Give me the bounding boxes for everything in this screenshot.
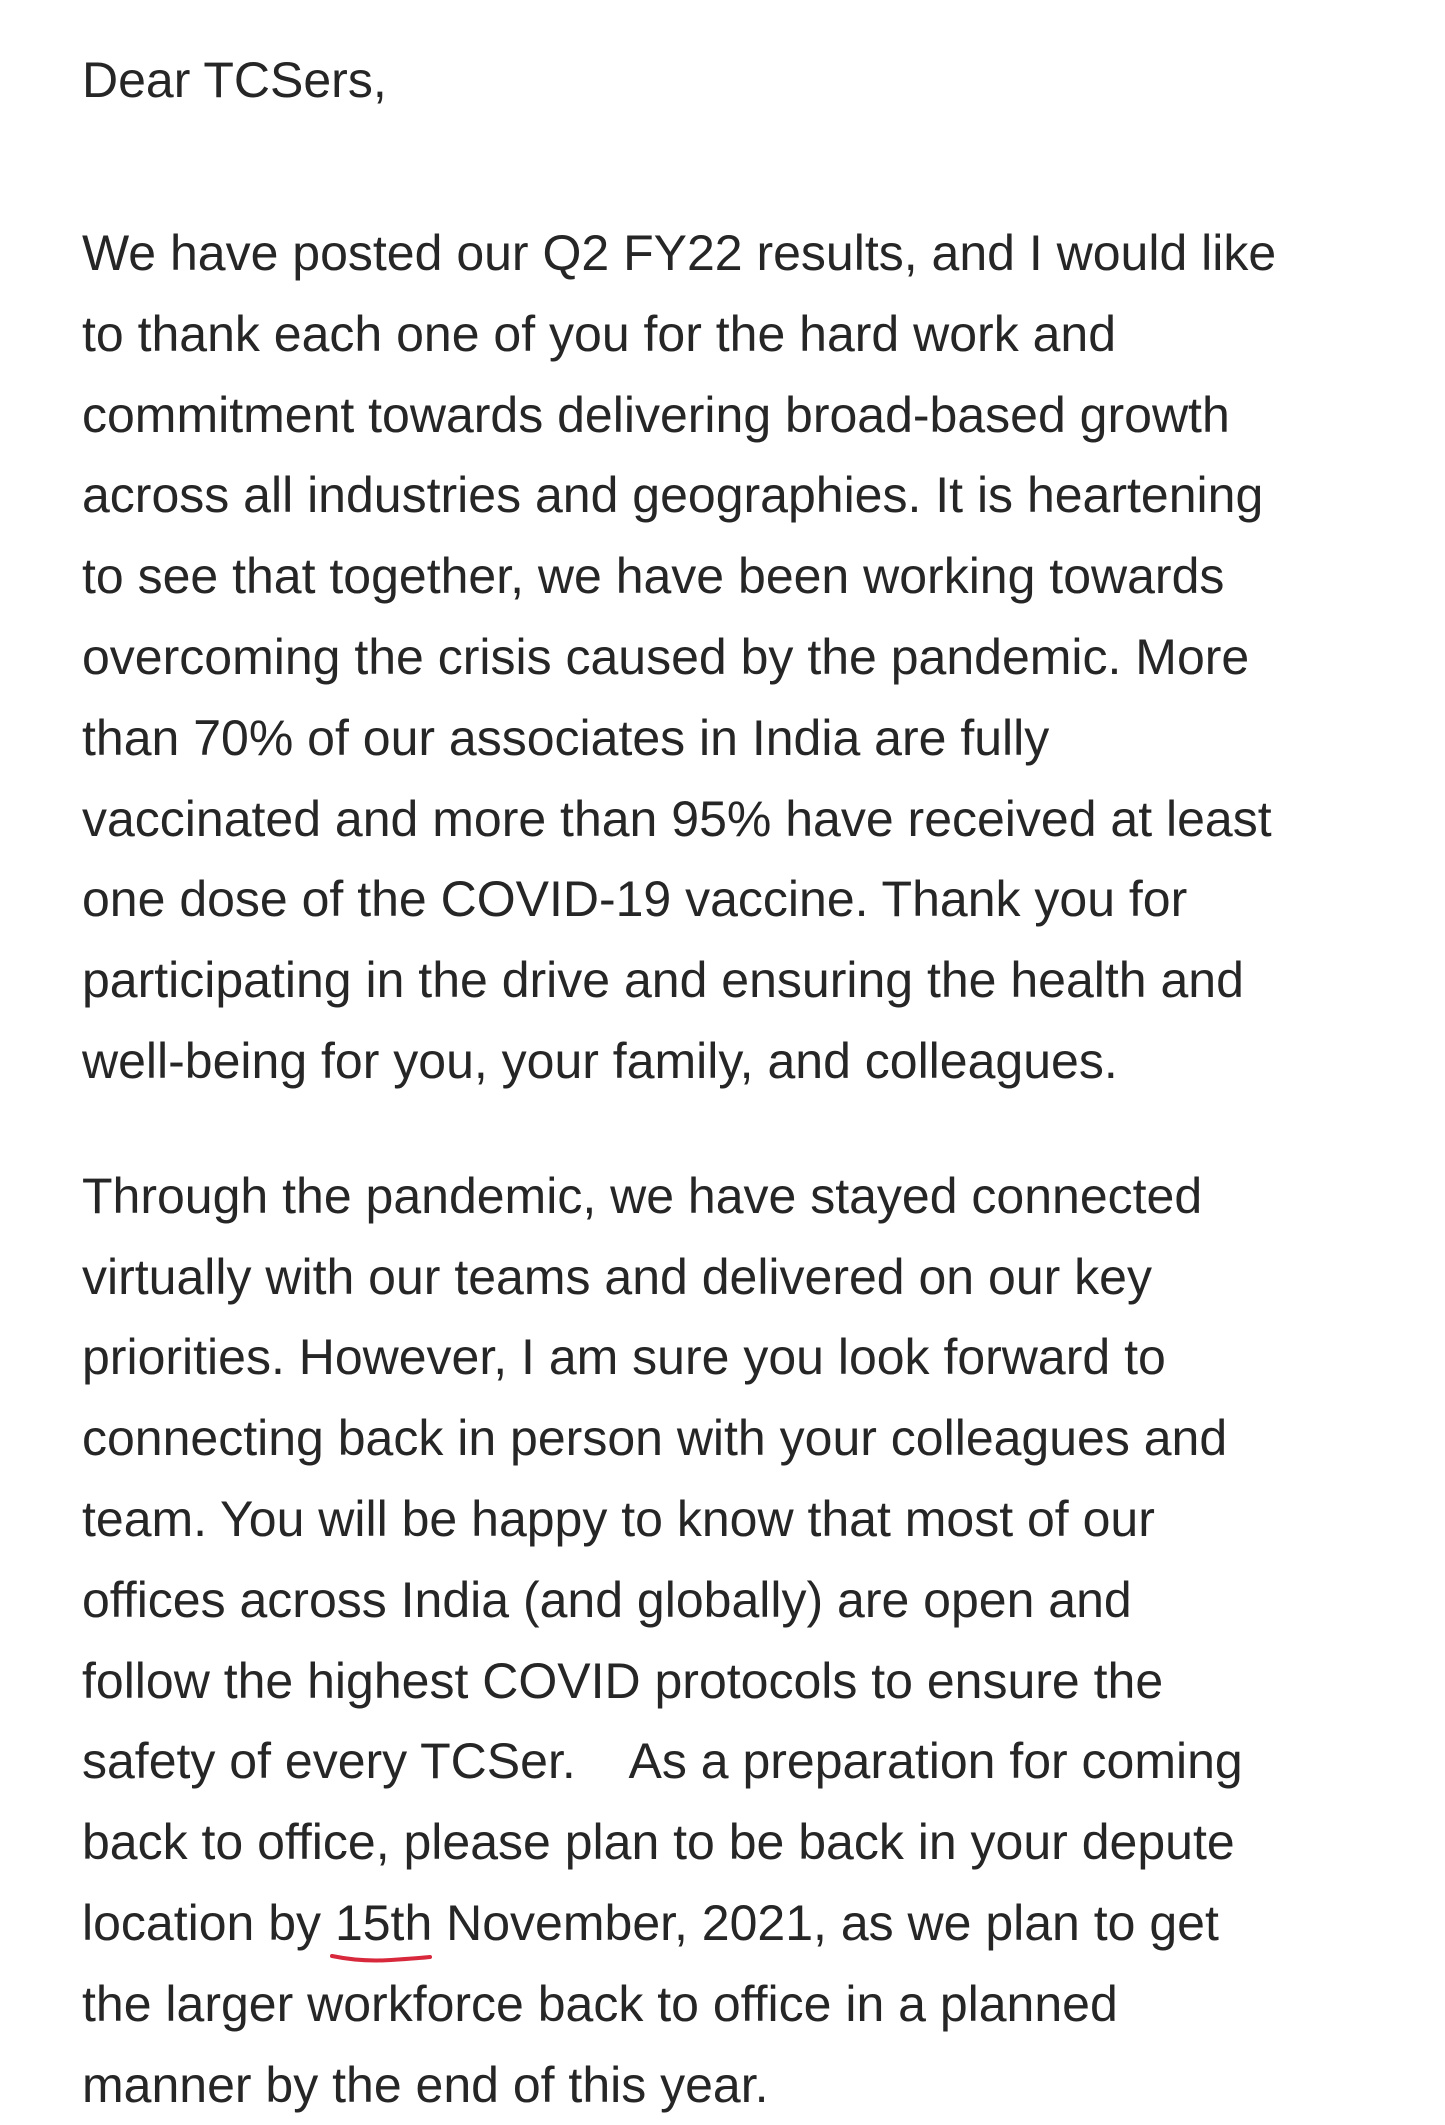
date-line-prefix: location by — [82, 1894, 335, 1951]
text-line: Through the pandemic, we have stayed connected — [82, 1167, 1203, 1224]
text-line: back to office, please plan to be back in your depute — [82, 1814, 1235, 1871]
text-line: vaccinated and more than 95% have received at least — [82, 790, 1272, 847]
greeting: Dear TCSers, — [82, 52, 387, 108]
text-line: the larger workforce back to office in a planned — [82, 1975, 1118, 2032]
red-underline-mark — [331, 1953, 431, 1963]
highlighted-date-text: 15th November, 2021 — [334, 1894, 814, 1951]
text-line: to thank each one of you for the hard work and — [82, 305, 1117, 362]
text-line: than 70% of our associates in India are fully — [82, 709, 1050, 766]
text-line: manner by the end of this year. — [82, 2056, 769, 2113]
highlighted-date — [335, 1895, 813, 1951]
paragraph-results — [82, 213, 1375, 1102]
text-line: safety of every TCSer. As a preparation for coming — [82, 1733, 1243, 1790]
text-line: offices across India (and globally) are open and — [82, 1571, 1132, 1628]
text-line: virtually with our teams and delivered on our key — [82, 1248, 1152, 1305]
text-line: follow the highest COVID protocols to ensure the — [82, 1652, 1164, 1709]
text-line: commitment towards delivering broad-based growth — [82, 386, 1230, 443]
paragraph-return-to-office — [82, 1156, 1375, 2125]
text-line: across all industries and geographies. It is heartening — [82, 467, 1264, 524]
text-line: participating in the drive and ensuring the health and — [82, 952, 1244, 1009]
text-line: one dose of the COVID-19 vaccine. Thank you for — [82, 871, 1188, 928]
text-line: We have posted our Q2 FY22 results, and I would like — [82, 225, 1277, 281]
text-line: priorities. However, I am sure you look forward to — [82, 1329, 1166, 1386]
date-line — [82, 1883, 1375, 1964]
date-line-suffix: , as we plan to get — [813, 1894, 1219, 1951]
text-line: connecting back in person with your colleagues and — [82, 1410, 1228, 1467]
text-line: overcoming the crisis caused by the pandemic. More — [82, 628, 1250, 685]
text-line: team. You will be happy to know that most of our — [82, 1490, 1155, 1547]
text-line: to see that together, we have been working towards — [82, 548, 1225, 605]
text-line: well-being for you, your family, and colleagues. — [82, 1032, 1118, 1089]
